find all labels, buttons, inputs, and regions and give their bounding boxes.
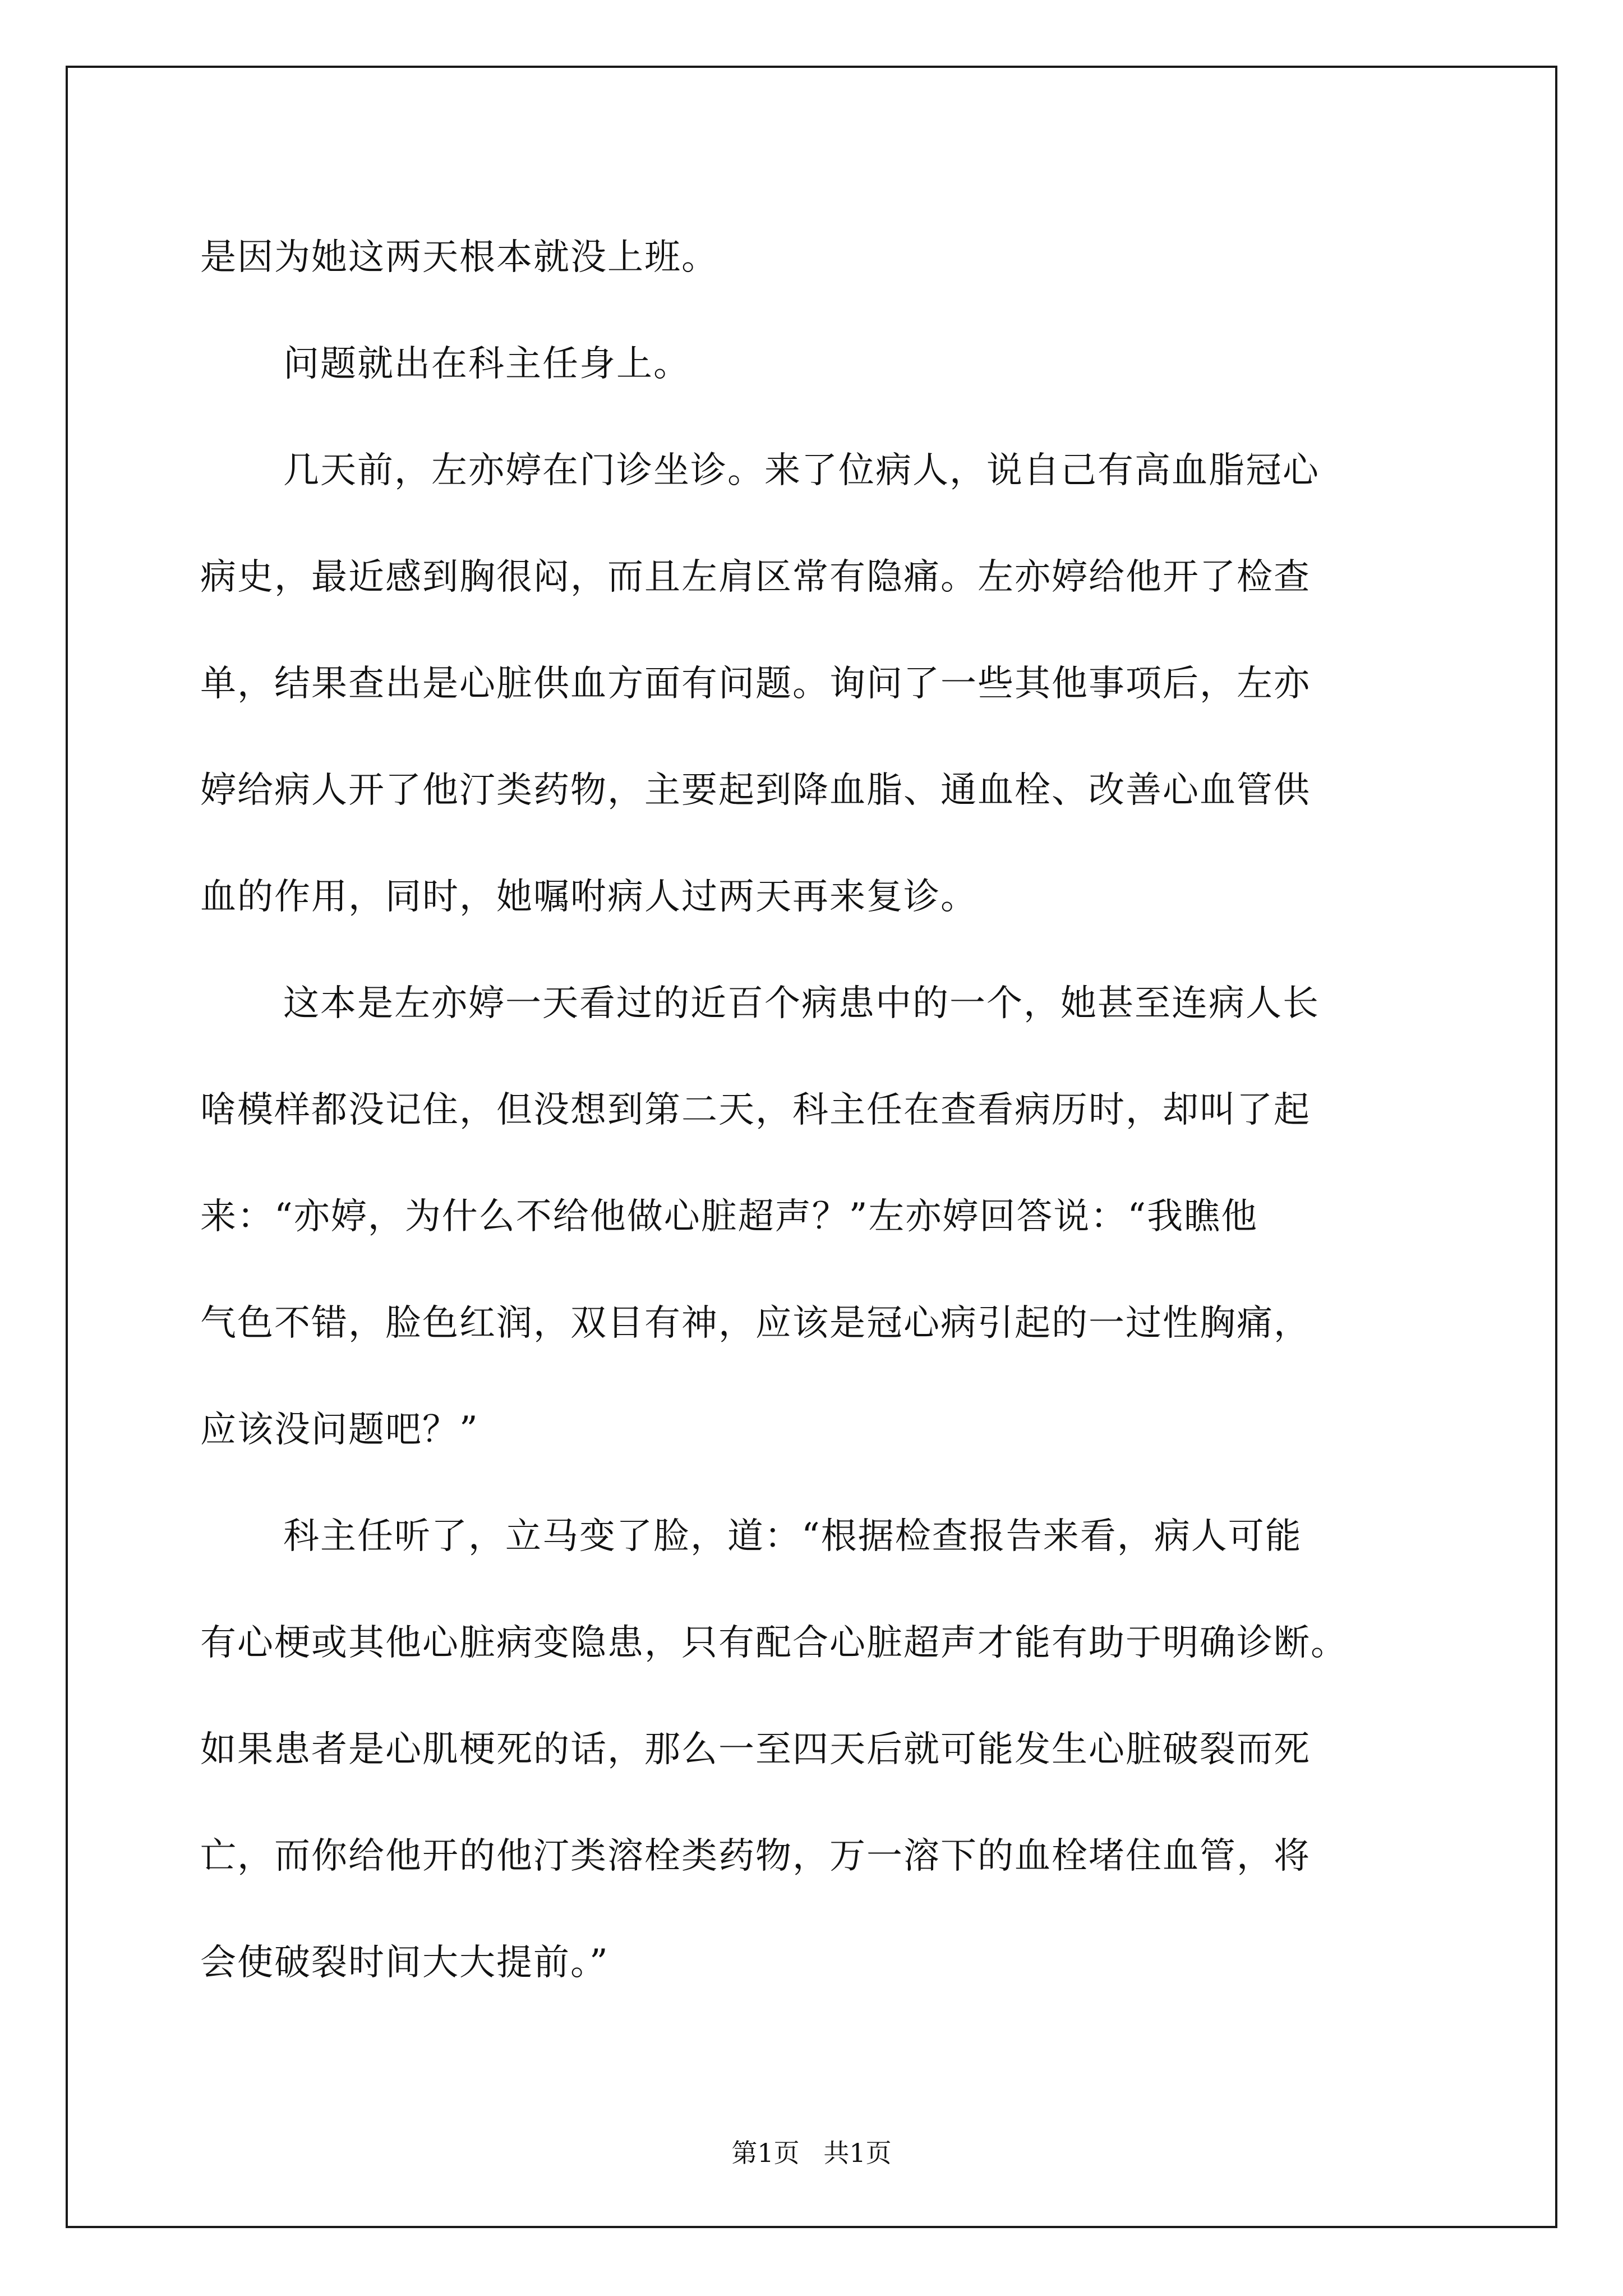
- text-line-5: 单，结果查出是心脏供血方面有问题。询问了一些其他事项后，左亦: [200, 663, 1311, 705]
- text-line-13: 科主任听了，立马变了脸，道：“根据检查报告来看，病人可能: [283, 1516, 1302, 1557]
- text-line-4: 病史，最近感到胸很闷，而且左肩区常有隐痛。左亦婷给他开了检查: [200, 556, 1311, 598]
- text-line-9: 啥模样都没记住，但没想到第二天，科主任在查看病历时，却叫了起: [200, 1089, 1311, 1131]
- text-line-7: 血的作用，同时，她嘱咐病人过两天再来复诊。: [200, 876, 978, 918]
- text-line-8: 这本是左亦婷一天看过的近百个病患中的一个，她甚至连病人长: [283, 983, 1320, 1024]
- text-line-14: 有心梗或其他心脏病变隐患，只有配合心脏超声才能有助于明确诊断。: [200, 1622, 1348, 1664]
- text-line-3: 几天前，左亦婷在门诊坐诊。来了位病人，说自己有高血脂冠心: [283, 450, 1320, 491]
- text-line-17: 会使破裂时间大大提前。”: [200, 1942, 609, 1984]
- text-line-16: 亡，而你给他开的他汀类溶栓类药物，万一溶下的血栓堵住血管，将: [200, 1835, 1311, 1877]
- page-number: 第1页: [731, 2138, 800, 2168]
- text-line-2: 问题就出在科主任身上。: [283, 343, 690, 385]
- text-line-10: 来：“亦婷，为什么不给他做心脏超声？”左亦婷回答说：“我瞧他: [200, 1196, 1258, 1237]
- text-line-15: 如果患者是心肌梗死的话，那么一至四天后就可能发生心脏破裂而死: [200, 1729, 1311, 1770]
- text-line-6: 婷给病人开了他汀类药物，主要起到降血脂、通血栓、改善心血管供: [200, 770, 1311, 811]
- page-footer: [0, 2136, 1623, 2170]
- text-line-12: 应该没问题吧？”: [200, 1409, 479, 1451]
- text-line-1: 是因为她这两天根本就没上班。: [200, 237, 718, 278]
- document-body: [200, 204, 1451, 2016]
- text-line-11: 气色不错，脸色红润，双目有神，应该是冠心病引起的一过性胸痛，: [200, 1303, 1311, 1344]
- page-total: 共1页: [823, 2138, 892, 2168]
